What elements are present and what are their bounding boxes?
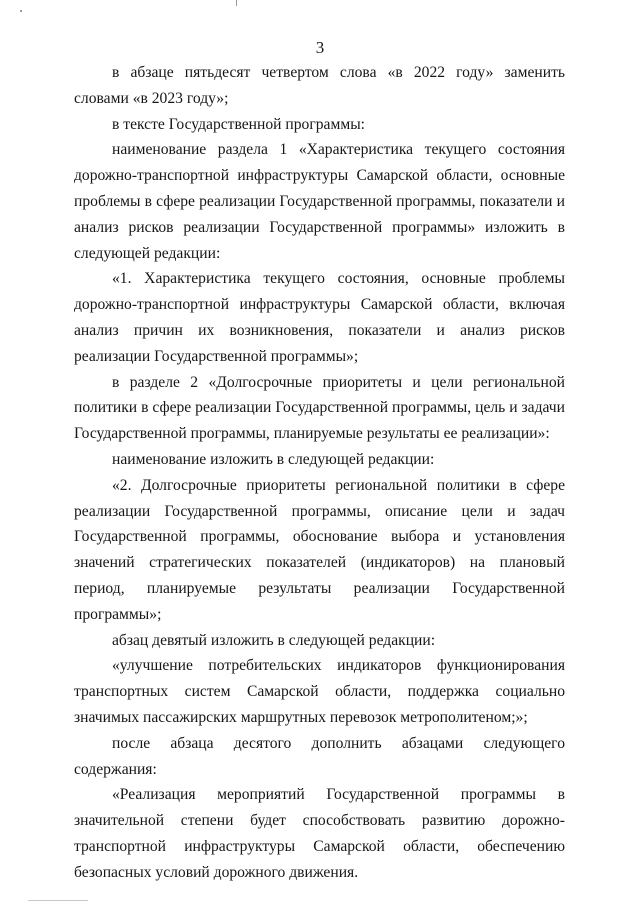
paragraph: в тексте Государственной программы: (112, 115, 366, 133)
page-number: 3 (315, 38, 325, 57)
paragraph: наименование изложить в следующей редакции: (112, 450, 435, 468)
paragraph: «2. Долгосрочные приоритеты региональной политики в сфере реализации Государственной программы, описание цели и задач Государственной программы, обоснование выбора и установления значений стратегических показателей (индикаторов) на плановый период, планируемые результаты реализации Государственной программы»; (74, 476, 565, 623)
paragraph: наименование раздела 1 «Характеристика текущего состояния дорожно-транспортной инфраструктуры Самарской области, основные проблемы в сфере реализации Государственной программы, показатели и анализ рисков реализации Государственной программы» изложить в следующей редакции: (74, 141, 565, 262)
document-body (74, 60, 565, 886)
paragraph: в абзаце пятьдесят четвертом слова «в 2022 году» заменить словами «в 2023 году»; (74, 64, 565, 107)
paragraph: в разделе 2 «Долгосрочные приоритеты и цели региональной политики в сфере реализации Государственной программы, цель и задачи Государственной программы, планируемые результаты ее реализации»: (74, 373, 565, 443)
scan-artifact (28, 900, 88, 901)
scan-artifact (20, 10, 22, 12)
paragraph: «Реализация мероприятий Государственной программы в значительной степени будет способствовать развитию дорожно-транспортной инфраструктуры Самарской области, обеспечению безопасных условий дорожного движения. (74, 786, 565, 881)
paragraph: «1. Характеристика текущего состояния, основные проблемы дорожно-транспортной инфраструктуры Самарской области, включая анализ причин их возникновения, показатели и анализ рисков реализации Государственной программы»; (74, 270, 565, 365)
paragraph: после абзаца десятого дополнить абзацами следующего содержания: (74, 734, 565, 778)
paragraph: абзац девятый изложить в следующей редакции: (112, 631, 436, 649)
paragraph: «улучшение потребительских индикаторов функционирования транспортных систем Самарской области, поддержка социально значимых пассажирских маршрутных перевозок метрополитеном;»; (74, 657, 565, 726)
scan-artifact (236, 0, 237, 6)
